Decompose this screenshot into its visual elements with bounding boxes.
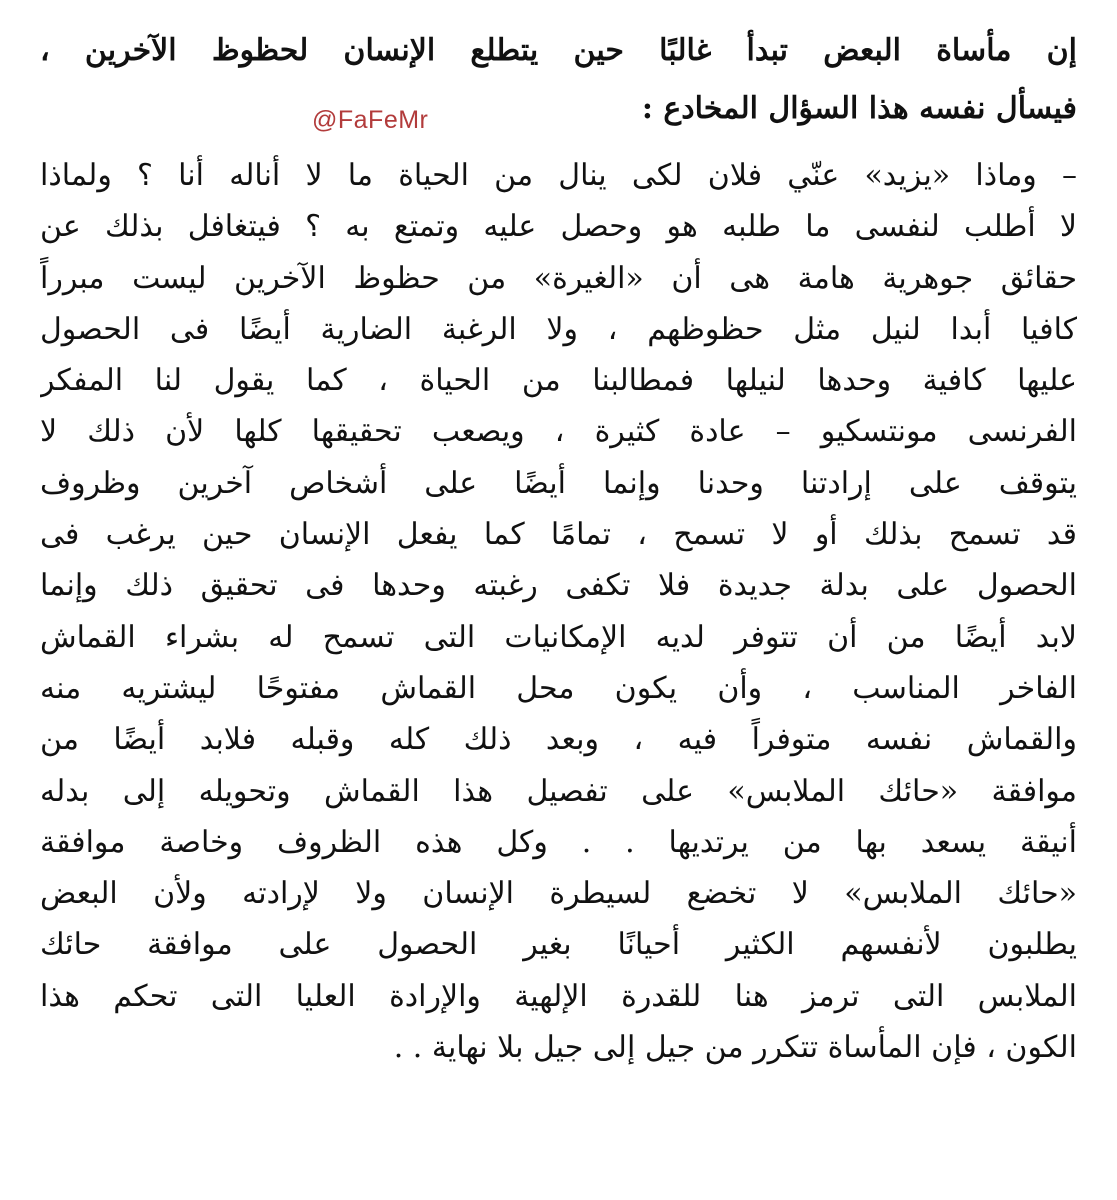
body-line: الكون ، فإن المأساة تتكرر من جيل إلى جيل بلا نهاية . . bbox=[393, 1030, 1077, 1066]
body-line: الحصول على بدلة جديدة فلا تكفى رغبته وحدها فى تحقيق ذلك وإنما bbox=[40, 568, 1077, 604]
watermark-handle: @FaFeMr bbox=[312, 106, 429, 134]
body-line: يطلبون لأنفسهم الكثير أحيانًا بغير الحصول على موافقة حائك bbox=[40, 927, 1077, 963]
body-line: «حائك الملابس» لا تخضع لسيطرة الإنسان ولا لإرادته ولأن البعض bbox=[40, 876, 1077, 912]
body-line: الفرنسى مونتسكيو – عادة كثيرة ، ويصعب تحقيقها كلها لأن ذلك لا bbox=[40, 414, 1077, 450]
body-line: قد تسمح بذلك أو لا تسمح ، تمامًا كما يفعل الإنسان حين يرغب فى bbox=[40, 517, 1077, 553]
body-line: لابد أيضًا من أن تتوفر لديه الإمكانيات التى تسمح له بشراء القماش bbox=[40, 619, 1077, 655]
body-line: والقماش نفسه متوفراً فيه ، وبعد ذلك كله وقبله فلابد أيضًا من bbox=[40, 722, 1077, 758]
body-line: يتوقف على إرادتنا وحدنا وإنما أيضًا على أشخاص آخرين وظروف bbox=[40, 465, 1077, 501]
body-line: الملابس التى ترمز هنا للقدرة الإلهية والإرادة العليا التى تحكم هذا bbox=[40, 978, 1077, 1014]
body-line: كافيا أبدا لنيل مثل حظوظهم ، ولا الرغبة الضارية أيضًا فى الحصول bbox=[40, 311, 1077, 347]
body-line: أنيقة يسعد بها من يرتديها . . وكل هذه الظروف وخاصة موافقة bbox=[40, 824, 1077, 860]
body-line: موافقة «حائك الملابس» على تفصيل هذا القماش وتحويله إلى بدله bbox=[40, 773, 1077, 809]
body-line: – وماذا «يزيد» عنّي فلان لكى ينال من الحياة ما لا أناله أنا ؟ ولماذا bbox=[40, 158, 1077, 193]
body-line: الفاخر المناسب ، وأن يكون محل القماش مفتوحًا ليشتريه منه bbox=[40, 670, 1077, 706]
intro-paragraph bbox=[40, 22, 1077, 138]
intro-line: فيسأل نفسه هذا السؤال المخادع : bbox=[641, 91, 1077, 126]
body-line: حقائق جوهرية هامة هى أن «الغيرة» من حظوظ الآخرين ليست مبرراً bbox=[40, 260, 1077, 296]
body-line: عليها كافية وحدها لنيلها فمطالبنا من الحياة ، كما يقول لنا المفكر bbox=[40, 363, 1077, 399]
body-line: لا أطلب لنفسى ما طلبه هو وحصل عليه وتمتع به ؟ فيتغافل بذلك عن bbox=[40, 209, 1077, 245]
intro-line: إن مأساة البعض تبدأ غالبًا حين يتطلع الإنسان لحظوظ الآخرين ، bbox=[40, 33, 1077, 68]
body-paragraph bbox=[40, 150, 1077, 1073]
